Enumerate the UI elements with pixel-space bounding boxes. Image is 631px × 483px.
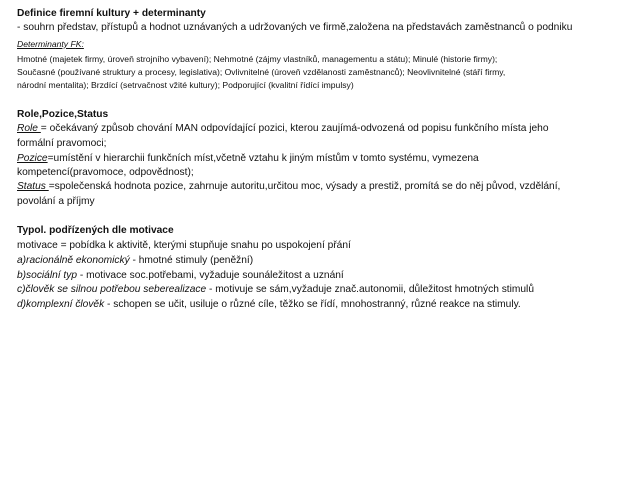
type-c-line: [17, 285, 534, 295]
status-line-1: [17, 182, 560, 192]
pozice-term: Pozice: [17, 153, 48, 164]
determinants-line-1: Hmotné (majetek firmy, úroveň strojního vybavení); Nehmotné (zájmy vlastníků, managementu a státu); Minulé (historie firmy);: [17, 54, 498, 64]
type-d-text: - schopen se učit, usiluje o různé cíle, těžko se řídí, mnohostranný, různé reakce na stimuly.: [104, 299, 521, 310]
type-a-term: a)racionálně ekonomický: [17, 255, 130, 266]
type-a-line: [17, 256, 253, 266]
role-term: Role: [17, 123, 41, 134]
type-b-text: - motivace soc.potřebami, vyžaduje sounáležitost a uznání: [77, 270, 344, 281]
type-a-text: - hmotné stimuly (peněžní): [129, 255, 254, 266]
section1-definition: - souhrn představ, přístupů a hodnot uznávaných a udržovaných ve firmě,založena na představách zaměstnanců o podniku: [17, 22, 573, 33]
pozice-line-1: [17, 154, 479, 164]
status-term: Status: [17, 181, 49, 192]
type-b-term: b)sociální typ: [17, 270, 78, 281]
status-line-2: povolání a příjmy: [17, 196, 95, 207]
pozice-line-2: kompetencí(pravomoce, odpovědnost);: [17, 167, 194, 178]
motivation-intro: motivace = pobídka k aktivitě, kterými stupňuje snahu po uspokojení přání: [17, 240, 351, 251]
section2-heading: Role,Pozice,Status: [17, 109, 109, 120]
determinants-line-2: Současné (používané struktury a procesy, legislativa); Ovlivnitelné (úroveň vzdělanosti zaměstnanců); Neovlivnitelné (stáří firmy,: [17, 67, 506, 77]
type-c-text: - motivuje se sám,vyžaduje znač.autonomii, důležitost hmotných stimulů: [206, 284, 534, 295]
section1-heading: Definice firemní kultury + determinanty: [17, 8, 206, 19]
type-b-line: [17, 271, 344, 281]
role-line-2: formální pravomoci;: [17, 138, 107, 149]
role-text: = očekávaný způsob chování MAN odpovídající pozici, kterou zaujímá-odvozená od popisu funkčního místa jeho: [40, 123, 549, 134]
type-d-term: d)komplexní člověk: [17, 299, 105, 310]
determinants-title: Determinanty FK:: [17, 39, 84, 49]
section3-heading: Typol. podřízených dle motivace: [17, 225, 174, 236]
determinants-line-3: národní mentalita); Brzdící (setrvačnost vžité kultury); Podporující (kvalitní řídící impulsy): [17, 80, 354, 90]
type-c-term: c)člověk se silnou potřebou seberealizace: [17, 284, 207, 295]
status-text: =společenská hodnota pozice, zahrnuje autoritu,určitou moc, výsady a prestiž, promítá se do něj původ, vzdělání,: [48, 181, 561, 192]
role-line-1: [17, 124, 549, 134]
pozice-text: =umístění v hierarchii funkčních míst,včetně vztahu k jiným místům v tomto systému, vymezena: [47, 153, 479, 164]
type-d-line: [17, 300, 521, 310]
